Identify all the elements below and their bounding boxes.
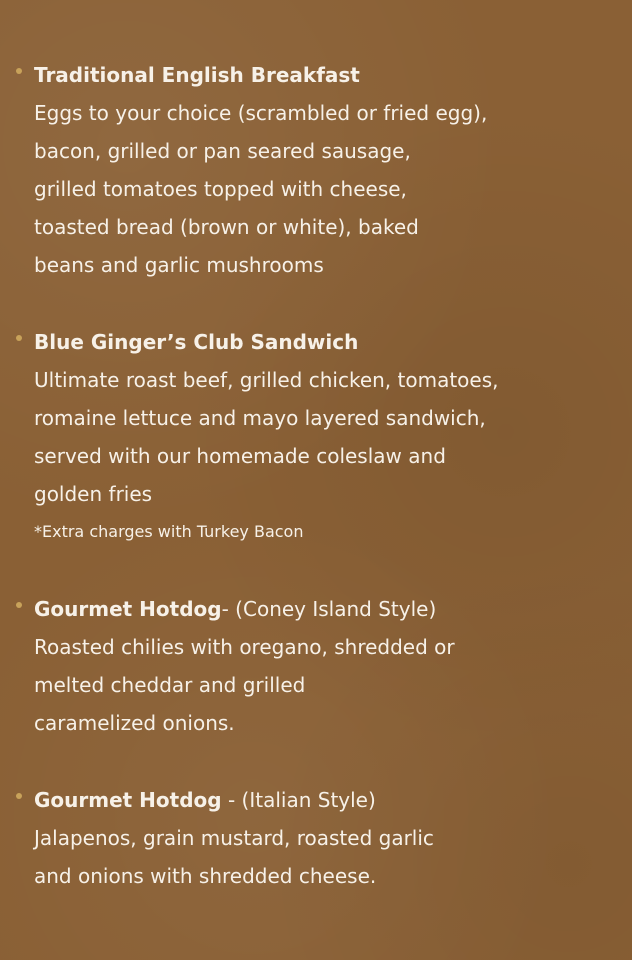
menu-item-heading [34, 590, 616, 628]
menu-item-description-line: caramelized onions. [34, 711, 235, 735]
menu-item-title: Gourmet Hotdog [34, 788, 222, 812]
menu-item-title: Traditional English Breakfast [34, 63, 360, 87]
menu-item-note: *Extra charges with Turkey Bacon [34, 522, 304, 541]
menu-item-description-line: served with our homemade coleslaw and [34, 444, 446, 468]
menu-item-hotdog-italian [16, 781, 616, 895]
bullet-icon [16, 793, 22, 799]
menu-item-style: - (Italian Style) [221, 788, 376, 812]
menu-item-title: Gourmet Hotdog [34, 597, 222, 621]
menu-item-heading [34, 781, 616, 819]
menu-item-description-line: bacon, grilled or pan seared sausage, [34, 139, 411, 163]
menu-item-description-line: Ultimate roast beef, grilled chicken, tomatoes, [34, 368, 499, 392]
menu-item-english-breakfast [16, 56, 616, 284]
menu-item-description-line: Roasted chilies with oregano, shredded or [34, 635, 455, 659]
menu-item-description-line: and onions with shredded cheese. [34, 864, 377, 888]
menu-item-description-line: Eggs to your choice (scrambled or fried egg), [34, 101, 488, 125]
menu-item-description-line: toasted bread (brown or white), baked [34, 215, 419, 239]
menu-item-description-line: beans and garlic mushrooms [34, 253, 324, 277]
menu-item-description-line: romaine lettuce and mayo layered sandwich, [34, 406, 486, 430]
menu-item-heading [34, 56, 616, 94]
menu-item-description-line: Jalapenos, grain mustard, roasted garlic [34, 826, 434, 850]
menu-item-description-line: melted cheddar and grilled [34, 673, 306, 697]
menu-item-club-sandwich [16, 323, 616, 551]
menu-item-hotdog-coney [16, 590, 616, 742]
menu-item-description-line: golden fries [34, 482, 153, 506]
menu-item-style: - (Coney Island Style) [221, 597, 437, 621]
menu-list [16, 56, 616, 895]
bullet-icon [16, 335, 22, 341]
menu-item-heading [34, 323, 616, 361]
bullet-icon [16, 68, 22, 74]
bullet-icon [16, 602, 22, 608]
menu-item-title: Blue Ginger’s Club Sandwich [34, 330, 359, 354]
menu-item-description-line: grilled tomatoes topped with cheese, [34, 177, 407, 201]
